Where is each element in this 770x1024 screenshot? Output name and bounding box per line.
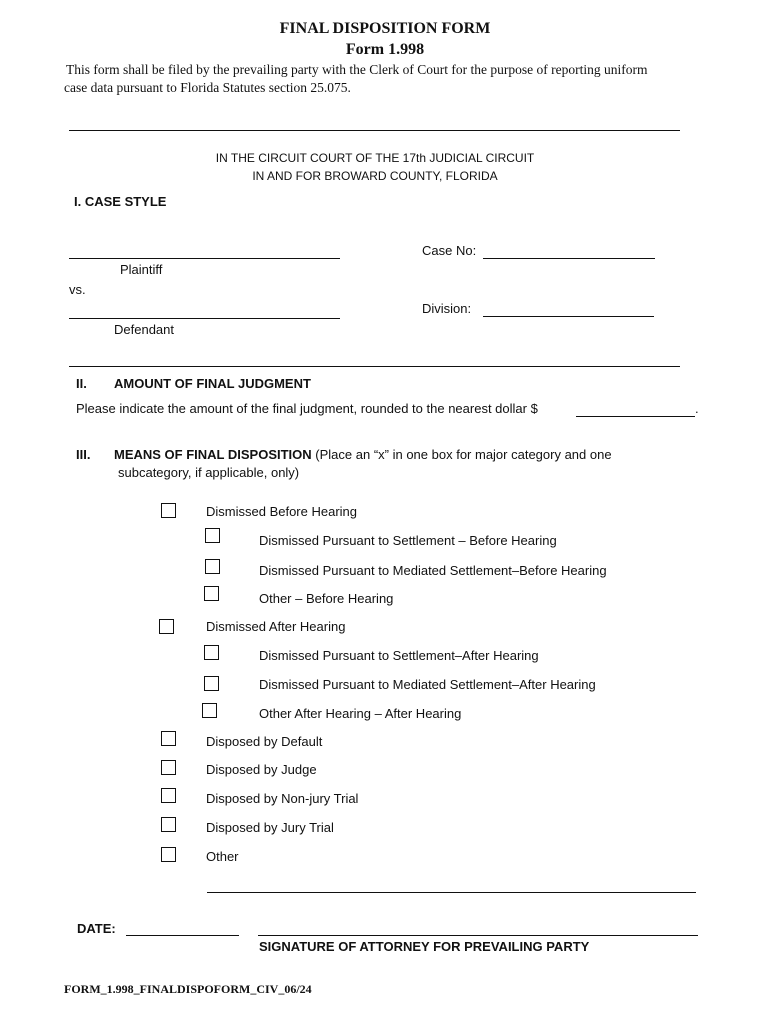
checkbox-mediated-after-hearing[interactable] [204,676,219,691]
checkbox-other[interactable] [161,847,176,862]
checkbox-disposed-by-judge[interactable] [161,760,176,775]
checkbox-settlement-after-hearing[interactable] [204,645,219,660]
signature-field[interactable] [258,920,698,936]
option-label: Dismissed Pursuant to Settlement – Before Hearing [259,533,557,548]
section2-number: II. [76,376,87,391]
option-label: Dismissed Pursuant to Mediated Settlement–After Hearing [259,677,596,692]
form-title: FINAL DISPOSITION FORM [279,20,491,37]
disposition-heading-line [114,447,612,462]
form-code: FORM_1.998_FINALDISPOFORM_CIV_06/24 [64,982,312,996]
plaintiff-field[interactable] [69,243,340,259]
court-line-2: IN AND FOR BROWARD COUNTY, FLORIDA [252,169,498,183]
division-label: Division: [422,301,472,316]
checkbox-other-before-hearing[interactable] [204,586,219,601]
option-label: Other After Hearing – After Hearing [259,706,462,721]
checkbox-dismissed-before-hearing[interactable] [161,503,176,518]
checkbox-dismissed-after-hearing[interactable] [159,619,174,634]
option-label: Dismissed Pursuant to Settlement–After Hearing [259,648,539,663]
disposition-note-1: (Place an “x” in one box for major category and one [315,447,612,462]
option-label: Disposed by Judge [206,762,317,777]
checkbox-other-after-hearing[interactable] [202,703,217,718]
checkbox-disposed-by-default[interactable] [161,731,176,746]
intro-line-2: case data pursuant to Florida Statutes section 25.075. [64,80,351,95]
option-label: Other [206,849,239,864]
amount-instructions: Please indicate the amount of the final judgment, rounded to the nearest dollar $ [76,401,538,416]
defendant-label: Defendant [114,322,174,337]
section-divider [69,366,680,367]
option-label: Dismissed Pursuant to Mediated Settlement–Before Hearing [259,563,607,578]
option-label: Other – Before Hearing [259,591,394,606]
signature-label: SIGNATURE OF ATTORNEY FOR PREVAILING PARTY [259,939,590,954]
checkbox-mediated-before-hearing[interactable] [205,559,220,574]
header-divider [69,130,680,131]
option-label: Dismissed After Hearing [206,619,346,634]
vs-label: vs. [69,282,86,297]
date-field[interactable] [126,920,239,936]
defendant-field[interactable] [69,303,340,319]
section3-number: III. [76,447,91,462]
case-style-heading: I. CASE STYLE [74,194,167,209]
checkbox-settlement-before-hearing[interactable] [205,528,220,543]
division-field[interactable] [483,301,654,317]
court-line-1: IN THE CIRCUIT COURT OF THE 17th JUDICIAL CIRCUIT [215,151,535,165]
case-no-label: Case No: [422,243,477,258]
disposition-heading: MEANS OF FINAL DISPOSITION [114,447,312,462]
checkbox-non-jury-trial[interactable] [161,788,176,803]
plaintiff-label: Plaintiff [120,262,163,277]
checkbox-jury-trial[interactable] [161,817,176,832]
case-no-field[interactable] [483,243,655,259]
disposition-note-2: subcategory, if applicable, only) [118,465,300,480]
form-number: Form 1.998 [345,41,425,58]
other-specify-field[interactable] [207,877,696,893]
option-label: Dismissed Before Hearing [206,504,358,519]
option-label: Disposed by Default [206,734,323,749]
amount-period: . [695,401,699,416]
option-label: Disposed by Jury Trial [206,820,334,835]
date-label: DATE: [77,921,116,936]
intro-line-1: This form shall be filed by the prevailing party with the Clerk of Court for the purpose of reporting uniform [66,62,648,77]
option-label: Disposed by Non-jury Trial [206,791,359,806]
amount-heading: AMOUNT OF FINAL JUDGMENT [114,376,311,391]
amount-field[interactable] [576,401,695,417]
